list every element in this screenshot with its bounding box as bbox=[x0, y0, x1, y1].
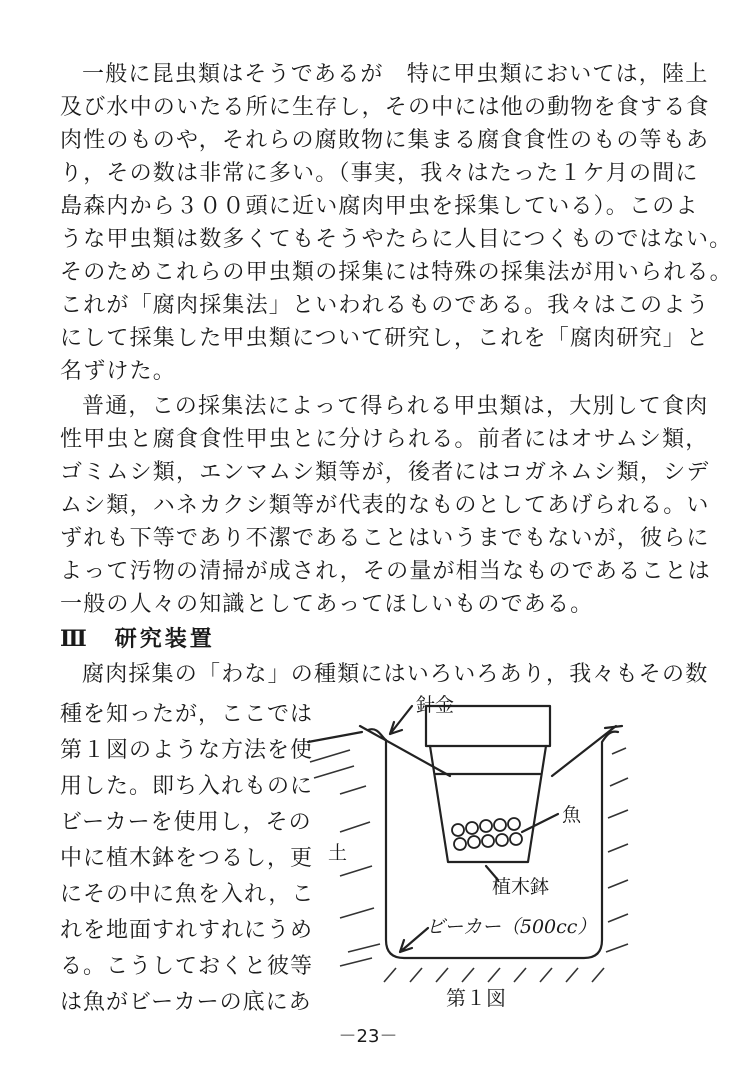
wire-left bbox=[360, 726, 450, 776]
figure-label-flowerpot: 植木鉢 bbox=[492, 876, 550, 898]
figure-1-trap-diagram bbox=[300, 690, 630, 1020]
text-line: 中に植木鉢をつるし，更 bbox=[60, 846, 314, 871]
fish-pointer bbox=[522, 814, 558, 832]
wire-right bbox=[552, 726, 616, 776]
soil-hatching-bottom bbox=[384, 968, 604, 982]
text-line: 性甲虫と腐食食性甲虫とに分けられる。前者にはオサムシ類， bbox=[60, 427, 709, 452]
text-line: そのためこれらの甲虫類の採集には特殊の採集法が用いられる。 bbox=[60, 260, 733, 285]
page-number: －23－ bbox=[338, 1026, 398, 1047]
beaker-arrow bbox=[400, 928, 428, 952]
text-line: これが「腐肉採集法」といわれるものである。我々はこのよう bbox=[60, 293, 710, 318]
figure-label-soil: 土 bbox=[328, 842, 348, 864]
text-line: は魚がビーカーの底にあ bbox=[60, 990, 312, 1015]
text-line: にその中に魚を入れ，こ bbox=[60, 882, 315, 907]
text-line: 用した。即ち入れものに bbox=[60, 774, 314, 799]
figure-label-fish: 魚 bbox=[562, 804, 582, 826]
text-line: 第１図のような方法を使 bbox=[60, 738, 314, 763]
text-line: ゴミムシ類，エンマムシ類等が，後者にはコガネムシ類，シデ bbox=[60, 460, 710, 485]
figure-label-wire: 針金 bbox=[416, 694, 455, 716]
flowerpot-body bbox=[430, 746, 546, 862]
text-line: ずれも下等であり不潔であることはいうまでもないが，彼らに bbox=[60, 526, 710, 551]
text-line: る。こうしておくと彼等 bbox=[60, 954, 314, 979]
text-line: 一般の人々の知識としてあってほしいものである。 bbox=[60, 592, 594, 617]
text-line: にして採集した甲虫類について研究し，これを「腐肉研究」と bbox=[60, 326, 710, 351]
figure-caption: 第１図 bbox=[446, 986, 506, 1010]
text-line: 種を知ったが，ここでは bbox=[60, 702, 314, 727]
text-line: 腐肉採集の「わな」の種類にはいろいろあり，我々もその数 bbox=[82, 662, 709, 687]
text-line: 島森内から３００頭に近い腐肉甲虫を採集している）。このよ bbox=[60, 194, 699, 219]
text-line: 普通，この採集法によって得られる甲虫類は，大別して食肉 bbox=[82, 394, 709, 419]
text-line: れを地面すれすれにうめ bbox=[60, 918, 314, 943]
trap-drawing bbox=[300, 690, 630, 1020]
text-line: 肉性のものや，それらの腐敗物に集まる腐食食性のもの等もあ bbox=[60, 128, 710, 153]
figure-label-beaker: ビーカー（500cc） bbox=[426, 916, 597, 938]
text-line: 及び水中のいたる所に生存し，その中には他の動物を食する食 bbox=[60, 95, 710, 120]
text-line: ムシ類，ハネカクシ類等が代表的なものとしてあげられる。い bbox=[60, 493, 710, 518]
text-line: ビーカーを使用し，その bbox=[60, 810, 312, 835]
text-line: 名ずけた。 bbox=[60, 359, 177, 384]
text-line: 一般に昆虫類はそうであるが 特に甲虫類においては，陸上 bbox=[82, 62, 709, 87]
fish-group bbox=[452, 818, 522, 850]
section-heading: Ⅲ 研究装置 bbox=[60, 626, 215, 652]
wire-arrow bbox=[390, 706, 412, 734]
text-line: よって汚物の清掃が成され，その量が相当なものであることは bbox=[60, 559, 711, 584]
ground-surface-left bbox=[308, 732, 362, 742]
text-line: うな甲虫類は数多くてもそうやたらに人目につくものではない。 bbox=[60, 227, 733, 252]
text-line: り，その数は非常に多い。（事実，我々はたった１ケ月の間に bbox=[60, 161, 699, 186]
soil-hatching-right bbox=[606, 748, 628, 952]
